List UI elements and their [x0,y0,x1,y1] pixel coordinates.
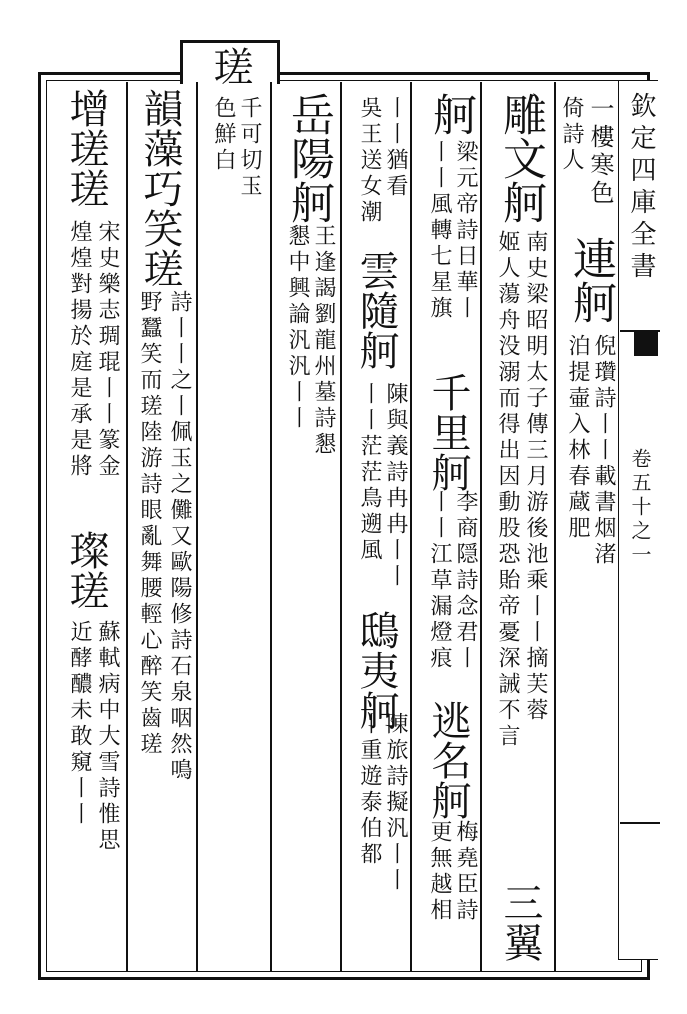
col2-line-a: 南史梁昭明太子傳三月游後池乘丨丨摘芙蓉 [523,230,548,724]
col3-term-ge: 舸 [425,92,476,136]
col4-line-f: 丨重遊泰伯都 [357,712,382,868]
col6-line-b: 色鮮白 [211,96,236,174]
col5-term-yueyang: 岳陽舸 [283,92,334,224]
col3-line-f: 更無越相 [427,820,452,924]
col2-term-sanyi: 三翼 [497,882,543,962]
col-divider-7 [126,82,128,972]
col4-line-d: 丨丨茫茫鳥遡風 [357,382,382,564]
col3-line-b: 丨丨風轉七星旗 [427,140,452,322]
col-divider-5 [270,82,272,972]
col4-line-c: 陳與義詩冉冉丨丨 [383,382,408,590]
col7-line-a: 詩丨丨之丨佩玉之儺又歐陽修詩石泉咽然鳴 [167,290,192,784]
col4-line-b: 吳王送女潮 [357,96,382,226]
col3-line-e: 梅堯臣詩 [453,820,478,924]
col1-line-a: 一樓寒色 [586,96,614,208]
col3-line-a: 梁元帝詩日華丨 [453,140,478,322]
col7-line-b: 野蠶笑而瑳陸游詩眼亂舞腰輕心醉笑齒瑳 [137,290,162,758]
page-inner-frame [46,80,642,972]
col8-line-a: 宋史樂志琱琨丨丨篆金 [95,220,120,480]
col-divider-6 [196,82,198,972]
fishtail-mark [634,332,658,356]
col4-term-yunsui: 雲隨舸 [353,250,399,370]
margin-rule-upper [620,330,660,332]
col8-term-zengcuo: 增瑳瑳 [63,88,109,208]
col3-term-taoming: 逃名舸 [425,700,471,820]
col8-line-d: 近酵醲未敢窺丨丨 [67,620,92,828]
col2-term-diaowen: 雕文舸 [495,92,546,224]
col3-line-c: 李商隠詩念君丨 [453,490,478,672]
col6-line-a: 千可切玉 [237,96,262,200]
col4-line-e: 陳旅詩擬汎丨丨 [383,712,408,894]
col5-line-a: 王逢謁劉龍州墓詩懇 [311,224,336,458]
col3-term-qianli: 千里舸 [425,372,471,492]
col-divider-3 [410,82,412,972]
col4-line-a: 丨丨猶看 [383,96,408,200]
col-divider-4 [340,82,342,972]
col8-term-cancuo: 璨瑳 [63,530,109,610]
col8-line-c: 蘇軾病中大雪詩惟思 [95,620,120,854]
col-divider-1 [554,82,556,972]
col3-line-d: 丨丨江草漏燈痕 [427,490,452,672]
col8-line-b: 煌煌對揚於庭是承是將 [67,220,92,480]
margin-rule-lower [620,822,660,824]
col1-term-lianke: 連舸 [565,236,616,324]
col1-line-b: 倪瓚詩丨丨載書烟渚 [591,334,616,568]
col-divider-2 [480,82,482,972]
juan-label: 卷五十之一 [628,448,652,568]
col2-line-b: 姬人蕩舟没溺而得出因動股恐貽帝憂深誡不言 [495,230,520,750]
head-tab-character: 瑳 [207,46,253,86]
col4-term-chiyi: 鴟夷舸 [353,610,399,730]
col1-line-c: 泊提壷入林春蔵肥 [565,334,590,542]
margin-header: 欽定四庫全書 [626,92,656,284]
col5-line-b: 懇中興論汎汎丨丨 [285,224,310,432]
col1-line-pre: 倚詩人 [559,96,584,174]
col7-term-yunzao: 韻藻巧笑瑳 [137,88,183,288]
